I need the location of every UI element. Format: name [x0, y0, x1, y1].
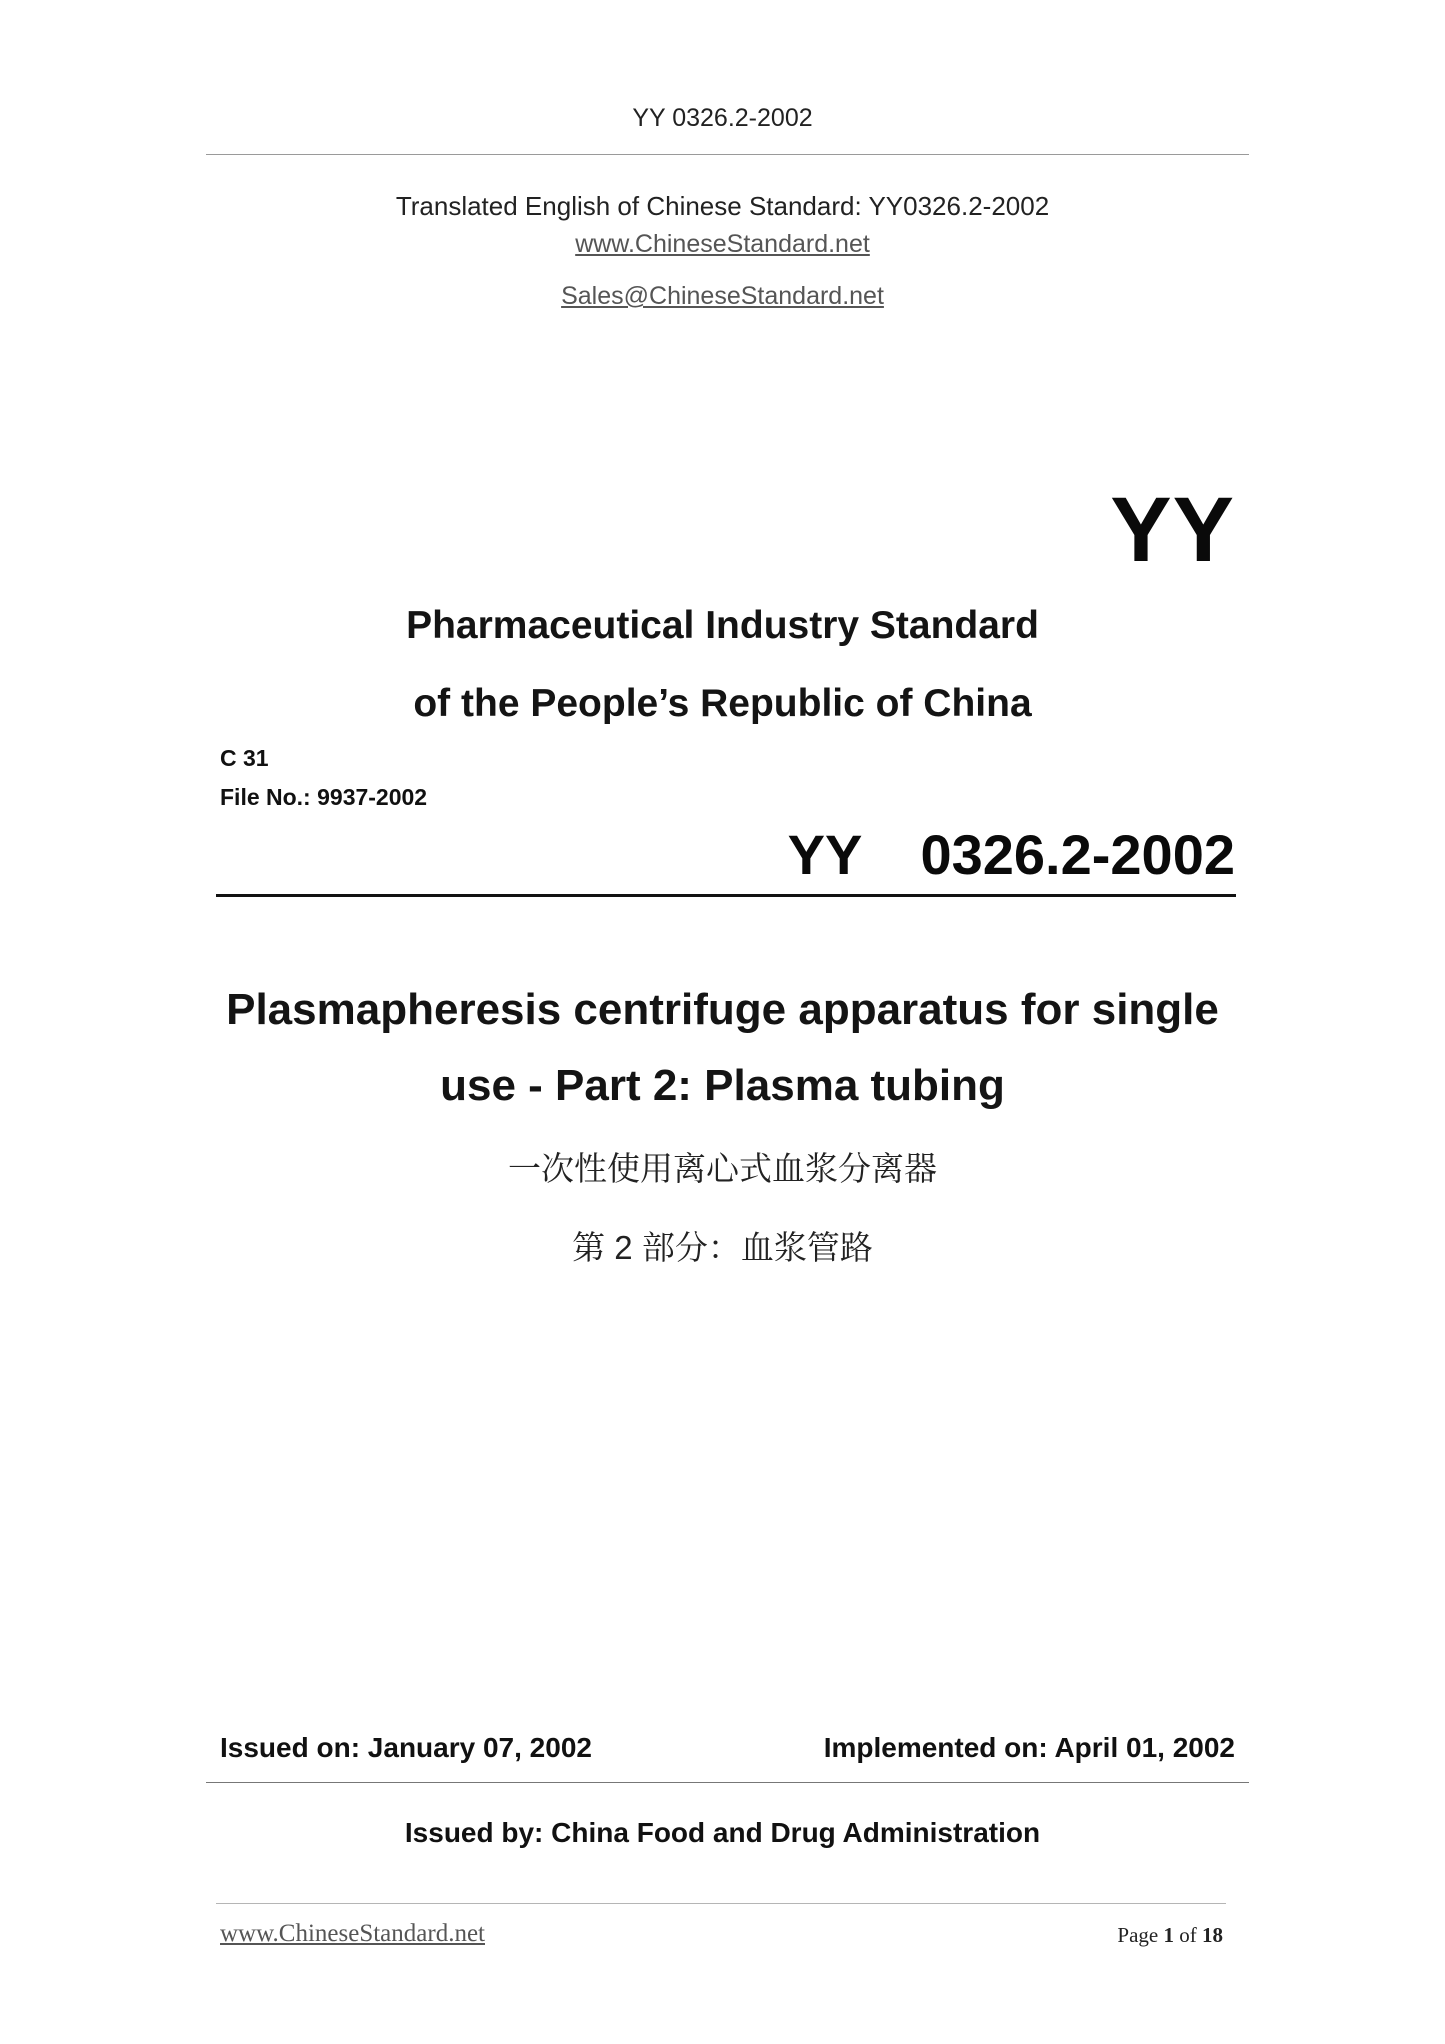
running-header: YY 0326.2-2002 — [632, 104, 813, 132]
page-of: of — [1179, 1923, 1197, 1947]
standard-type-line-2: of the People’s Republic of China — [413, 682, 1032, 725]
website-link-container — [0, 230, 1445, 259]
email-link-container — [0, 282, 1445, 311]
standard-code-mark: YY — [1110, 479, 1235, 581]
footer-website-link[interactable]: www.ChineseStandard.net — [220, 1920, 485, 1947]
issuing-authority: Issued by: China Food and Drug Administration — [404, 1817, 1041, 1848]
page-prefix: Page — [1117, 1923, 1159, 1947]
title-english-line-2: use - Part 2: Plasma tubing — [440, 1061, 1005, 1110]
page-total: 18 — [1202, 1923, 1223, 1947]
title-chinese-line-2: 第 2 部分：血浆管路 — [572, 1229, 873, 1266]
website-link[interactable]: www.ChineseStandard.net — [575, 230, 870, 258]
email-link[interactable]: Sales@ChineseStandard.net — [561, 282, 884, 310]
header-divider — [206, 154, 1249, 155]
page-indicator — [1117, 1923, 1223, 1948]
standard-type-line-1: Pharmaceutical Industry Standard — [406, 604, 1039, 647]
dates-divider — [206, 1782, 1249, 1783]
page-current: 1 — [1163, 1923, 1174, 1947]
implemented-on-date: Implemented on: April 01, 2002 — [823, 1732, 1235, 1763]
title-english-line-1: Plasmapheresis centrifuge apparatus for single — [226, 985, 1219, 1034]
issued-on-date: Issued on: January 07, 2002 — [220, 1732, 592, 1763]
footer-divider — [216, 1903, 1226, 1904]
file-number: File No.: 9937-2002 — [220, 784, 428, 810]
ccs-code: C 31 — [220, 745, 269, 771]
standard-number: YY 0326.2-2002 — [787, 823, 1235, 886]
title-chinese-line-1: 一次性使用离心式血浆分离器 — [508, 1150, 937, 1187]
translated-standard-line: Translated English of Chinese Standard: YY0326.2-2002 — [395, 191, 1050, 221]
standard-number-divider — [216, 894, 1236, 897]
